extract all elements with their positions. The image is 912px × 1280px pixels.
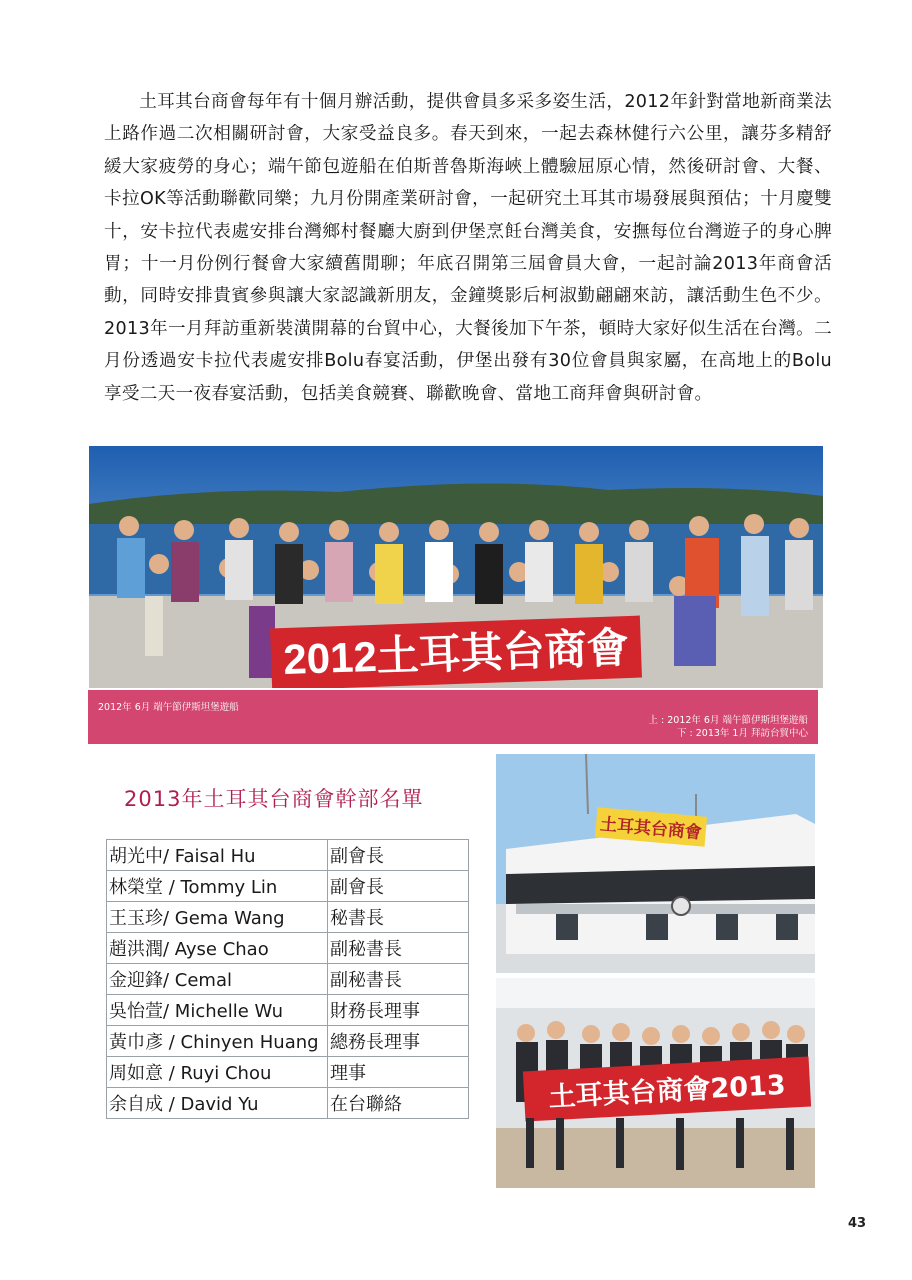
banner-2013-text: 土耳其台商會2013: [547, 1069, 787, 1114]
table-row: [107, 902, 469, 933]
member-name: 林榮堂 / Tommy Lin: [107, 871, 328, 902]
table-row: [107, 1057, 469, 1088]
caption-left: 2012年 6月 端午節伊斯坦堡遊船: [98, 702, 239, 713]
group-photo-boat-trip: [89, 446, 823, 688]
caption-right-line1: 上 : 2012年 6月 端午節伊斯坦堡遊船: [648, 715, 808, 726]
caption-right-line2: 下 : 2013年 1月 拜訪台貿中心: [676, 728, 808, 739]
table-row: [107, 933, 469, 964]
member-name: 黃巾彥 / Chinyen Huang: [107, 1026, 328, 1057]
table-row: [107, 871, 469, 902]
table-row: [107, 840, 469, 871]
member-name: 吳怡萱/ Michelle Wu: [107, 995, 328, 1026]
member-name: 周如意 / Ruyi Chou: [107, 1057, 328, 1088]
table-row: [107, 1026, 469, 1057]
table-row: [107, 1088, 469, 1119]
member-name: 金迎鋒/ Cemal: [107, 964, 328, 995]
member-role: 理事: [328, 1057, 469, 1088]
member-role: 副秘書長: [328, 964, 469, 995]
member-role: 秘書長: [328, 902, 469, 933]
page-number: 43: [848, 1216, 867, 1231]
photo-caption-bar: [88, 690, 818, 744]
member-role: 副秘書長: [328, 933, 469, 964]
banner-2012-text: 2012土耳其台商會: [282, 623, 630, 684]
office-group-photo: [496, 978, 815, 1188]
member-role: 財務長理事: [328, 995, 469, 1026]
ship-sign-text: 土耳其台商會: [599, 814, 703, 844]
member-name: 余自成 / David Yu: [107, 1088, 328, 1119]
table-row: [107, 964, 469, 995]
member-role: 副會長: [328, 840, 469, 871]
member-role: 在台聯絡: [328, 1088, 469, 1119]
roster-table: [106, 839, 469, 1119]
member-name: 胡光中/ Faisal Hu: [107, 840, 328, 871]
member-role: 總務長理事: [328, 1026, 469, 1057]
member-role: 副會長: [328, 871, 469, 902]
ship-photo: [496, 754, 815, 973]
member-name: 王玉珍/ Gema Wang: [107, 902, 328, 933]
member-name: 趙洪潤/ Ayse Chao: [107, 933, 328, 964]
roster-title: 2013年土耳其台商會幹部名單: [124, 787, 424, 811]
intro-paragraph: 土耳其台商會每年有十個月辦活動，提供會員多采多姿生活，2012年針對當地新商業法上路作過二次相關研討會，大家受益良多。春天到來，一起去森林健行六公里，讓芬多精舒緩大家疲勞的身心；端午節包遊船在伯斯普魯斯海峽上體驗屈原心情，然後研討會、大餐、卡拉OK等活動聯歡同樂；九月份開產業研討會，一起研究土耳其市場發展與預估；十月慶雙十，安卡拉代表處安排台灣鄉村餐廳大廚到伊堡烹飪台灣美食，安撫每位台灣遊子的身心脾胃；十一月份例行餐會大家續舊閒聊；年底召開第三屆會員大會，一起討論2013年商會活動，同時安排貴賓參與讓大家認識新朋友，金鐘獎影后柯淑勤翩翩來訪，讓活動生色不少。2013年一月拜訪重新裝潢開幕的台貿中心，大餐後加下午茶，頓時大家好似生活在台灣。二月份透過安卡拉代表處安排Bolu春宴活動，伊堡出發有30位會員與家屬，在高地上的Bolu享受二天一夜春宴活動，包括美食競賽、聯歡晚會、當地工商拜會與研討會。: [104, 92, 832, 404]
table-row: [107, 995, 469, 1026]
